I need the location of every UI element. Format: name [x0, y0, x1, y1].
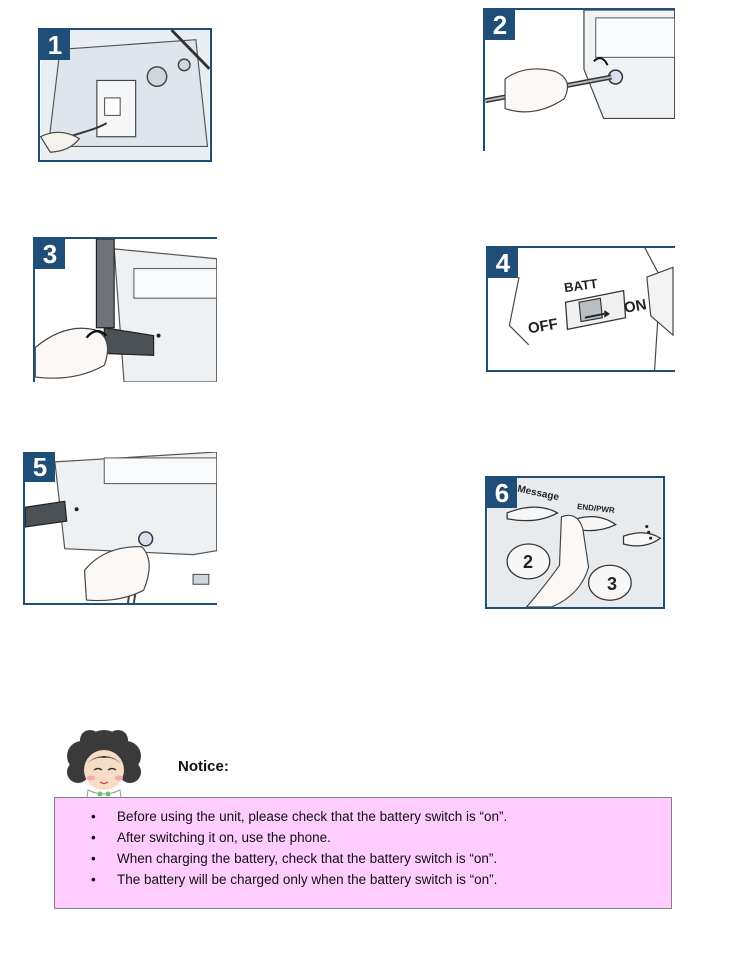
notice-item	[91, 869, 671, 890]
notice-item-text: The battery will be charged only when the battery switch is “on”.	[117, 872, 498, 887]
step-5-illustration	[23, 452, 217, 605]
step-2-number: 2	[485, 10, 515, 40]
girl-character-icon	[60, 728, 148, 804]
bullet-icon: •	[91, 851, 96, 866]
bullet-icon: •	[91, 809, 96, 824]
step-5-number: 5	[25, 452, 55, 482]
notice-item	[91, 827, 671, 848]
bullet-icon: •	[91, 872, 96, 887]
key-2-label: 2	[523, 552, 534, 572]
notice-list	[55, 798, 671, 890]
step-6-number: 6	[487, 478, 517, 508]
notice-item	[91, 806, 671, 827]
notice-item-text: Before using the unit, please check that the battery switch is “on”.	[117, 809, 508, 824]
key-message-label: Message	[516, 483, 560, 504]
off-label: OFF	[526, 315, 560, 338]
step-4-number: 4	[488, 248, 518, 278]
step-1-illustration	[38, 28, 212, 162]
notice-item-text: When charging the battery, check that the battery switch is “on”.	[117, 851, 498, 866]
notice-character-avatar	[60, 728, 148, 804]
batt-label: BATT	[563, 275, 599, 296]
step-3-illustration	[33, 237, 217, 382]
bullet-icon: •	[91, 830, 96, 845]
notice-title: Notice:	[178, 758, 229, 775]
notice-item	[91, 848, 671, 869]
step-6-illustration	[485, 476, 665, 609]
notice-item-text: After switching it on, use the phone.	[117, 830, 331, 845]
step-3-number: 3	[35, 239, 65, 269]
step-2-illustration	[483, 8, 675, 151]
step-4-illustration	[486, 246, 675, 372]
on-label: ON	[622, 296, 648, 317]
notice-box	[54, 797, 672, 909]
step-1-number: 1	[40, 30, 70, 60]
key-3-label: 3	[607, 574, 618, 594]
key-endpwr-label: END/PWR	[576, 502, 616, 515]
